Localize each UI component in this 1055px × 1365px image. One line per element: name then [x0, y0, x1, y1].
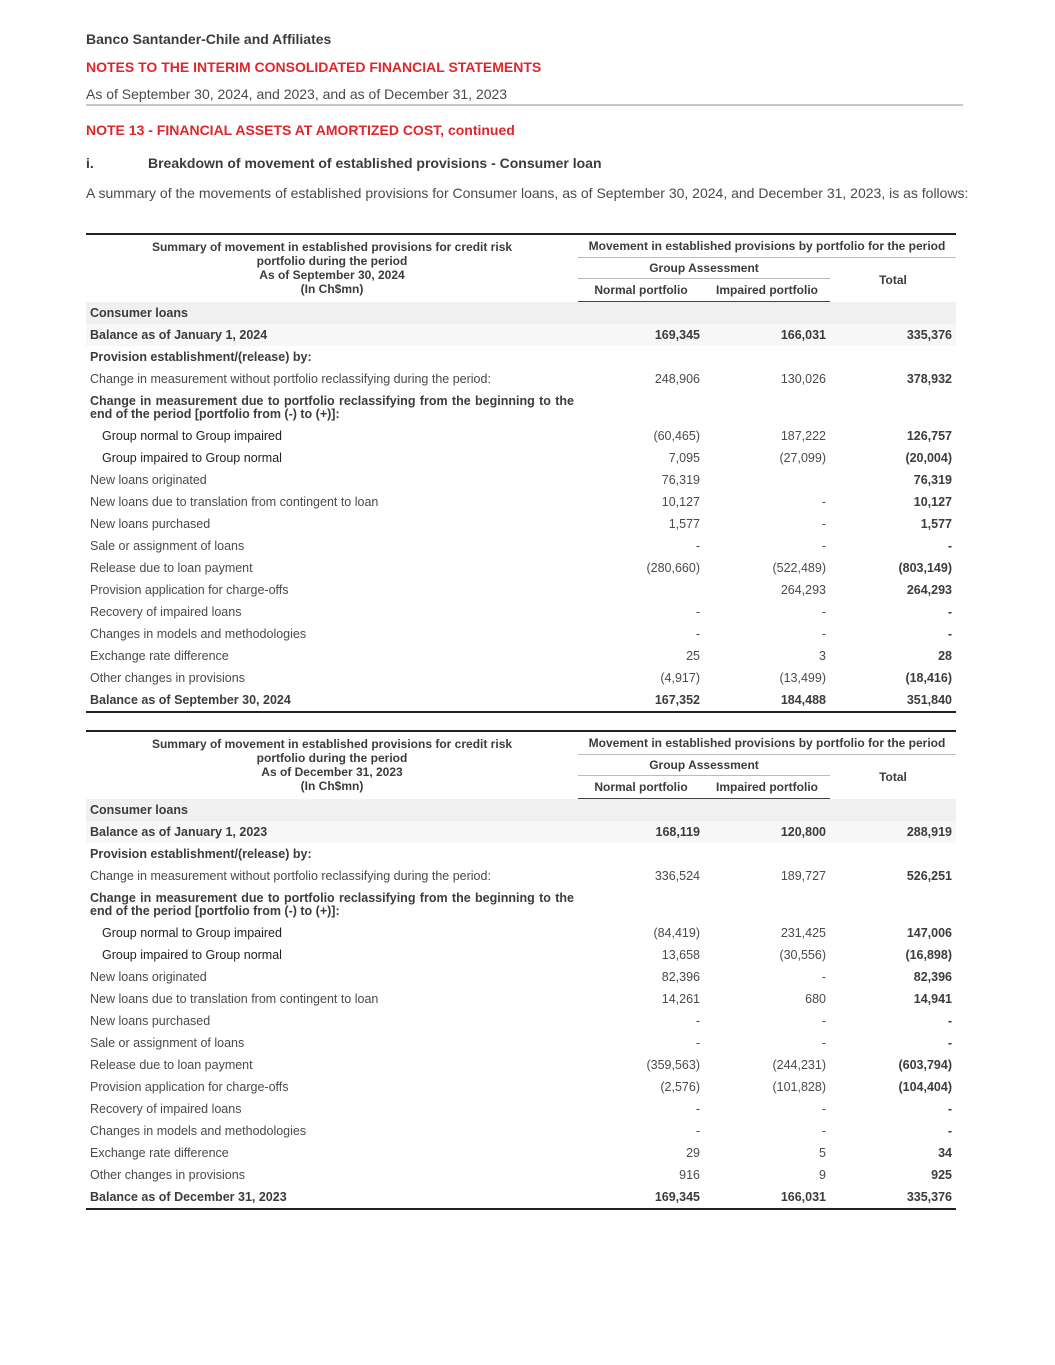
total-value: 82,396 — [913, 970, 952, 984]
normal-value: (84,419) — [653, 926, 700, 940]
movement-rows — [86, 425, 956, 689]
total-header: Total — [879, 272, 907, 287]
table-row — [86, 425, 956, 447]
row-label: New loans due to translation from contingent to loan — [90, 495, 379, 509]
table-row — [86, 988, 956, 1010]
group-assessment-header: Group Assessment — [578, 258, 830, 279]
table-title-line: portfolio during the period — [256, 254, 408, 268]
total-value: - — [947, 1124, 952, 1138]
table-row — [86, 922, 956, 944]
normal-value: - — [695, 1014, 700, 1028]
row-label: Provision establishment/(release) by: — [90, 847, 312, 861]
movement-header: Movement in established provisions by portfolio for the period — [578, 731, 956, 755]
normal-value: 13,658 — [661, 948, 700, 962]
provision-label-row — [86, 843, 956, 865]
impaired-value: 680 — [805, 992, 826, 1006]
total-value: (16,898) — [905, 948, 952, 962]
total-value: (603,794) — [898, 1058, 952, 1072]
row-label: Group impaired to Group normal — [102, 451, 282, 465]
table-title-line: portfolio during the period — [256, 751, 408, 765]
row-label: Release due to loan payment — [90, 561, 253, 575]
closing-balance-row — [86, 689, 956, 712]
normal-portfolio-header: Normal portfolio — [578, 776, 704, 799]
row-label: New loans purchased — [90, 1014, 211, 1028]
row-label: Group normal to Group impaired — [102, 429, 282, 443]
row-label: Balance as of December 31, 2023 — [86, 1186, 578, 1209]
change-reclass-label-row — [86, 390, 956, 425]
row-label: Provision application for charge-offs — [90, 583, 289, 597]
row-label: Sale or assignment of loans — [90, 1036, 245, 1050]
total-value: - — [947, 627, 952, 641]
normal-value: - — [695, 539, 700, 553]
section-label: Consumer loans — [86, 302, 578, 325]
impaired-value: (13,499) — [779, 671, 826, 685]
row-label: Recovery of impaired loans — [90, 1102, 242, 1116]
normal-value: (359,563) — [646, 1058, 700, 1072]
total-value: 1,577 — [920, 517, 952, 531]
impaired-value: - — [821, 517, 826, 531]
normal-value: 29 — [686, 1146, 700, 1160]
total-value: - — [947, 1036, 952, 1050]
company-name: Banco Santander-Chile and Affiliates — [86, 31, 332, 47]
total-value: 378,932 — [906, 372, 952, 386]
normal-value: 336,524 — [654, 869, 700, 883]
total-value: 34 — [938, 1146, 952, 1160]
table-row — [86, 1010, 956, 1032]
impaired-value: 166,031 — [704, 324, 830, 346]
row-label: Group impaired to Group normal — [102, 948, 282, 962]
normal-value: (60,465) — [653, 429, 700, 443]
header-divider — [86, 104, 963, 106]
table-title-line: (In Ch$mn) — [300, 779, 364, 793]
table-row — [86, 944, 956, 966]
row-label: New loans originated — [90, 473, 207, 487]
table-row — [86, 601, 956, 623]
row-label: Changes in models and methodologies — [90, 627, 307, 641]
table-title-line: Summary of movement in established provisions for credit risk — [151, 737, 513, 751]
row-label: Balance as of January 1, 2023 — [86, 821, 578, 843]
table-row — [86, 1164, 956, 1186]
impaired-value: 3 — [819, 649, 826, 663]
normal-value: 169,345 — [578, 324, 704, 346]
total-header: Total — [879, 769, 907, 784]
total-value: 126,757 — [906, 429, 952, 443]
row-label: New loans due to translation from contingent to loan — [90, 992, 379, 1006]
section-row — [86, 799, 956, 822]
subsection-heading — [86, 155, 602, 171]
total-value: 526,251 — [906, 869, 952, 883]
total-value: 925 — [931, 1168, 952, 1182]
normal-value: 168,119 — [578, 821, 704, 843]
impaired-value: - — [821, 1102, 826, 1116]
impaired-value: (30,556) — [779, 948, 826, 962]
row-label: Balance as of January 1, 2024 — [86, 324, 578, 346]
impaired-value: - — [821, 627, 826, 641]
table-row — [86, 1054, 956, 1076]
table-row — [86, 623, 956, 645]
subsection-title: Breakdown of movement of established provisions - Consumer loan — [148, 155, 602, 171]
table-title-line: (In Ch$mn) — [300, 282, 364, 296]
table-row — [86, 491, 956, 513]
total-value: - — [947, 605, 952, 619]
impaired-value: (522,489) — [772, 561, 826, 575]
impaired-value: 5 — [819, 1146, 826, 1160]
impaired-value: 130,026 — [780, 372, 826, 386]
closing-balance-row — [86, 1186, 956, 1209]
total-value: (104,404) — [898, 1080, 952, 1094]
impaired-portfolio-header: Impaired portfolio — [704, 279, 830, 302]
as-of-date: As of September 30, 2024, and 2023, and as of December 31, 2023 — [86, 86, 508, 102]
normal-value: (280,660) — [646, 561, 700, 575]
normal-value: (4,917) — [660, 671, 700, 685]
total-value: 335,376 — [830, 324, 956, 346]
normal-value: 14,261 — [661, 992, 700, 1006]
normal-value: 25 — [686, 649, 700, 663]
row-label: New loans originated — [90, 970, 207, 984]
table-title-line: As of September 30, 2024 — [259, 268, 405, 282]
opening-balance-row — [86, 821, 956, 843]
table-row — [86, 535, 956, 557]
impaired-value: - — [821, 1014, 826, 1028]
group-assessment-header: Group Assessment — [578, 755, 830, 776]
opening-balance-row — [86, 324, 956, 346]
impaired-value: - — [821, 970, 826, 984]
impaired-portfolio-header: Impaired portfolio — [704, 776, 830, 799]
normal-value — [578, 579, 704, 601]
normal-portfolio-header: Normal portfolio — [578, 279, 704, 302]
table-row — [86, 447, 956, 469]
impaired-value: 166,031 — [704, 1186, 830, 1209]
normal-value: 82,396 — [661, 970, 700, 984]
row-label: Group normal to Group impaired — [102, 926, 282, 940]
impaired-value — [704, 469, 830, 491]
impaired-value: - — [821, 1036, 826, 1050]
total-value: - — [947, 1102, 952, 1116]
row-label: Provision application for charge-offs — [90, 1080, 289, 1094]
normal-value: - — [695, 627, 700, 641]
provisions-table-2023 — [86, 730, 956, 1210]
table-row — [86, 1098, 956, 1120]
impaired-value: 187,222 — [780, 429, 826, 443]
impaired-value: (244,231) — [772, 1058, 826, 1072]
normal-value: 916 — [679, 1168, 700, 1182]
normal-value: - — [695, 1102, 700, 1116]
row-label: Change in measurement without portfolio reclassifying during the period: — [90, 869, 491, 883]
normal-value: 248,906 — [654, 372, 700, 386]
normal-value: 169,345 — [578, 1186, 704, 1209]
row-label: Balance as of September 30, 2024 — [86, 689, 578, 712]
impaired-value: 231,425 — [780, 926, 826, 940]
row-label: Sale or assignment of loans — [90, 539, 245, 553]
total-value: (803,149) — [898, 561, 952, 575]
row-label: Change in measurement without portfolio reclassifying during the period: — [90, 372, 491, 386]
total-value: 76,319 — [913, 473, 952, 487]
impaired-value: 189,727 — [780, 869, 826, 883]
provisions-table-2024 — [86, 233, 956, 713]
total-value: 147,006 — [906, 926, 952, 940]
table-row — [86, 1120, 956, 1142]
notes-title: NOTES TO THE INTERIM CONSOLIDATED FINANCIAL STATEMENTS — [86, 59, 542, 75]
impaired-value: 184,488 — [704, 689, 830, 712]
section-label: Consumer loans — [86, 799, 578, 822]
impaired-value: 120,800 — [704, 821, 830, 843]
change-no-reclass-row — [86, 368, 956, 390]
normal-value: (2,576) — [660, 1080, 700, 1094]
change-no-reclass-row — [86, 865, 956, 887]
impaired-value: - — [821, 495, 826, 509]
total-value: 14,941 — [913, 992, 952, 1006]
table-row — [86, 469, 956, 491]
subsection-number: i. — [86, 155, 94, 171]
impaired-value: 9 — [819, 1168, 826, 1182]
normal-value: - — [695, 605, 700, 619]
normal-value: 7,095 — [668, 451, 700, 465]
table-row — [86, 1142, 956, 1164]
row-label: Change in measurement due to portfolio reclassifying from the beginning to the end of the period [portfolio from (-) to (+)]: — [90, 890, 574, 918]
normal-value: - — [695, 1036, 700, 1050]
movement-header: Movement in established provisions by portfolio for the period — [578, 234, 956, 258]
table-title — [86, 731, 578, 799]
normal-value: 76,319 — [661, 473, 700, 487]
section-row — [86, 302, 956, 325]
impaired-value: - — [821, 605, 826, 619]
table-row — [86, 557, 956, 579]
table-row — [86, 645, 956, 667]
total-value: - — [947, 1014, 952, 1028]
row-label: New loans purchased — [90, 517, 211, 531]
row-label: Other changes in provisions — [90, 671, 245, 685]
row-label: Other changes in provisions — [90, 1168, 245, 1182]
row-label: Exchange rate difference — [90, 649, 229, 663]
table-row — [86, 513, 956, 535]
row-label: Change in measurement due to portfolio reclassifying from the beginning to the end of the period [portfolio from (-) to (+)]: — [90, 393, 574, 421]
row-label: Exchange rate difference — [90, 1146, 229, 1160]
row-label: Release due to loan payment — [90, 1058, 253, 1072]
total-value: 28 — [938, 649, 952, 663]
table-title-line: As of December 31, 2023 — [261, 765, 403, 779]
movement-rows — [86, 922, 956, 1186]
table-row — [86, 579, 956, 601]
impaired-value: 264,293 — [780, 583, 826, 597]
table-row — [86, 667, 956, 689]
row-label: Changes in models and methodologies — [90, 1124, 307, 1138]
change-reclass-label-row — [86, 887, 956, 922]
total-value: (20,004) — [905, 451, 952, 465]
intro-paragraph: A summary of the movements of established provisions for Consumer loans, as of September 30, 2024, and December 31, 2023, is as follows: — [86, 185, 969, 201]
table-title — [86, 234, 578, 302]
impaired-value: - — [821, 1124, 826, 1138]
table-row — [86, 1032, 956, 1054]
total-value: 264,293 — [906, 583, 952, 597]
row-label: Provision establishment/(release) by: — [90, 350, 312, 364]
impaired-value: - — [821, 539, 826, 553]
total-value: (18,416) — [905, 671, 952, 685]
normal-value: 167,352 — [578, 689, 704, 712]
total-value: 10,127 — [913, 495, 952, 509]
impaired-value: (101,828) — [772, 1080, 826, 1094]
table-title-line: Summary of movement in established provisions for credit risk — [151, 240, 513, 254]
total-value: 288,919 — [830, 821, 956, 843]
table-row — [86, 1076, 956, 1098]
normal-value: - — [695, 1124, 700, 1138]
normal-value: 10,127 — [661, 495, 700, 509]
table-row — [86, 966, 956, 988]
total-value: 335,376 — [830, 1186, 956, 1209]
total-value: 351,840 — [830, 689, 956, 712]
total-value: - — [947, 539, 952, 553]
row-label: Recovery of impaired loans — [90, 605, 242, 619]
note-heading: NOTE 13 - FINANCIAL ASSETS AT AMORTIZED COST, continued — [86, 122, 515, 138]
normal-value: 1,577 — [668, 517, 700, 531]
impaired-value: (27,099) — [779, 451, 826, 465]
provision-label-row — [86, 346, 956, 368]
